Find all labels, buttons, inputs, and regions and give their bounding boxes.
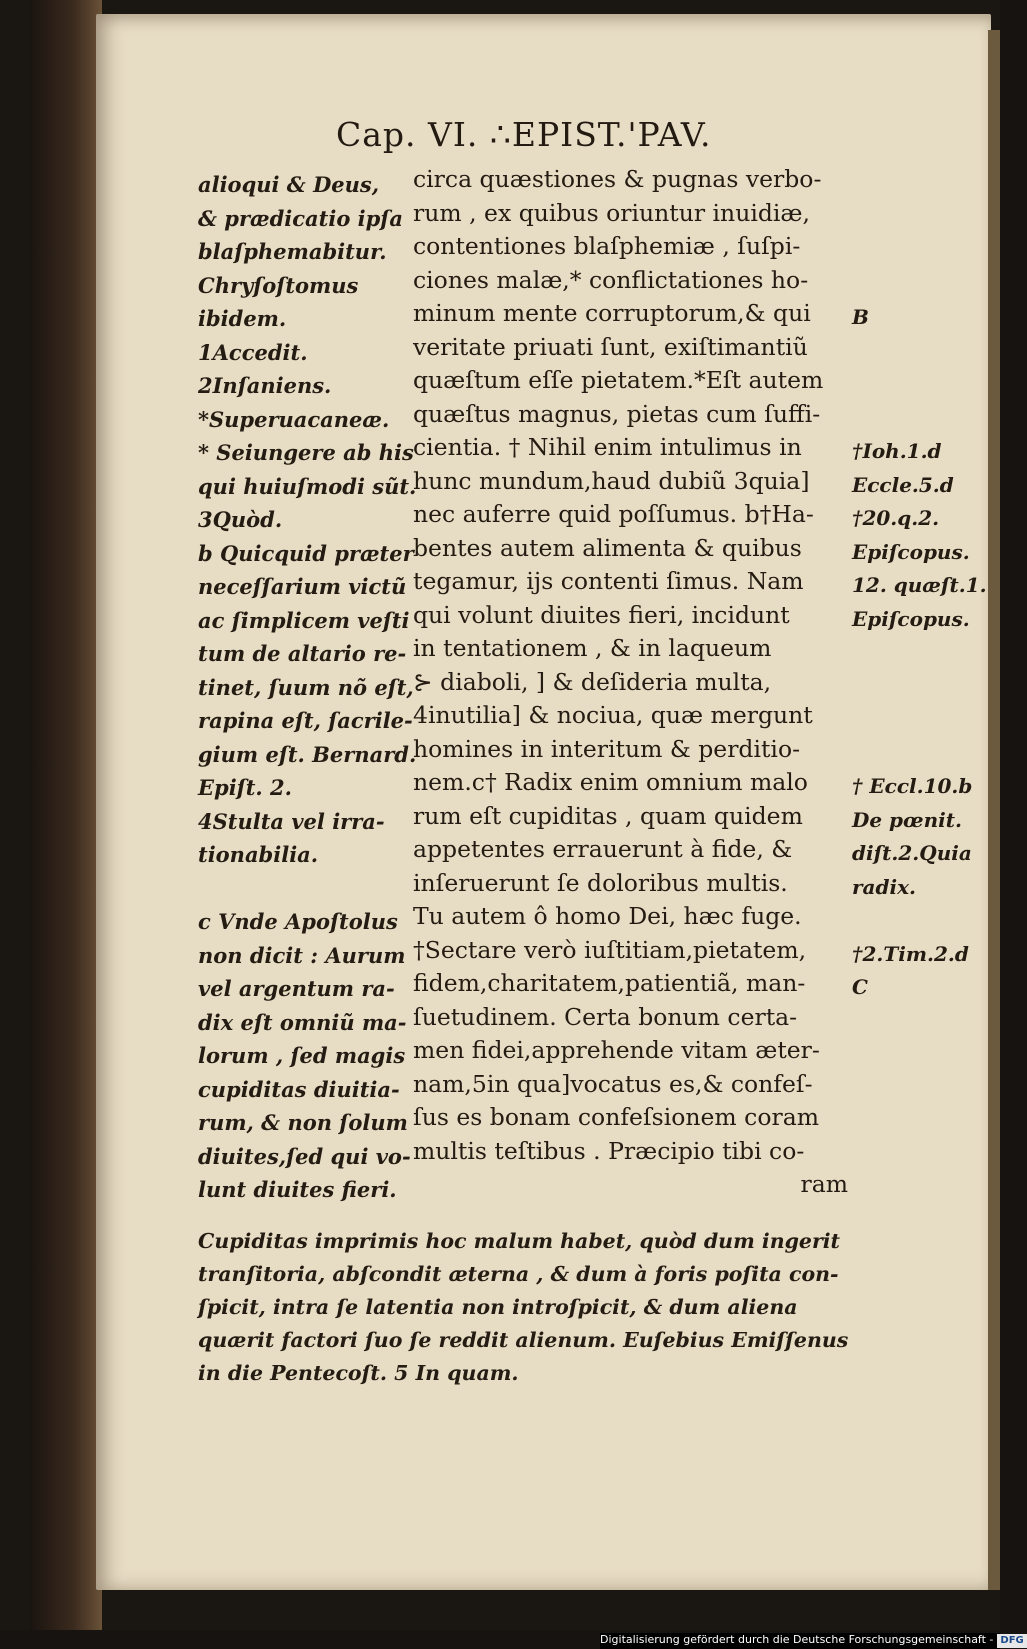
- text-line: circa quæstiones & pugnas verbo-: [413, 165, 822, 193]
- marginal-reference: De pœnit.: [852, 807, 962, 832]
- text-line: nam,5in qua]vocatus es,& confeſ-: [413, 1069, 813, 1098]
- marginal-reference: Epiſcopus.: [852, 606, 970, 631]
- text-line: appetentes errauerunt à fide, &: [413, 835, 793, 863]
- marginal-note-line: c Vnde Apoſtolus: [198, 909, 398, 934]
- marginal-note-line: b Quicquid præter: [198, 540, 414, 566]
- marginal-note-line: Epiſt. 2.: [198, 775, 292, 800]
- text-line: quæſtus magnus, pietas cum ſuffi-: [413, 399, 821, 428]
- text-line: homines in interitum & perditio-: [413, 734, 801, 763]
- marginal-reference: Epiſcopus.: [852, 539, 970, 564]
- marginal-note-line: blaſphemabitur.: [198, 239, 387, 264]
- text-line: ſus es bonam confeſsionem coram: [413, 1103, 819, 1131]
- bottom-commentary: [198, 1225, 858, 1390]
- text-line: tegamur, ijs contenti ſimus. Nam: [413, 567, 804, 595]
- marginal-note-line: cupiditas diuitia-: [198, 1076, 400, 1102]
- footer-credit-text: Digitalisierung gefördert durch die Deutsche Forschungsgemeinschaft -: [600, 1633, 994, 1646]
- marginal-note-line: 1Accedit.: [198, 339, 308, 365]
- dfg-logo: DFG: [997, 1634, 1026, 1648]
- marginal-note-line: tum de altario re-: [198, 641, 407, 666]
- text-line: in tentationem , & in laqueum: [413, 634, 772, 662]
- main-text-column: [413, 163, 848, 1202]
- marginal-note-line: neceſſarium victũ: [198, 574, 407, 599]
- text-line: quæſtum eſſe pietatem.*Eſt autem: [413, 366, 824, 394]
- text-line: †Sectare verò iuſtitiam,pietatem,: [413, 935, 807, 964]
- marginal-reference: †Ioh.1.d: [852, 439, 942, 463]
- left-marginal-notes: [198, 168, 417, 1207]
- commentary-line: quærit factori ſuo ſe reddit alienum. Euſebius Emiſſenus: [198, 1328, 849, 1352]
- marginal-note-line: ibidem.: [198, 306, 287, 331]
- marginal-note-line: Chryſoſtomus: [198, 272, 359, 298]
- book-binding-edge: [30, 0, 102, 1630]
- marginal-note-line: dix eſt omniũ ma-: [198, 1009, 407, 1035]
- text-line: hunc mundum,haud dubiũ 3quia]: [413, 466, 810, 495]
- marginal-note-line: 4Stulta vel irra-: [198, 808, 385, 834]
- text-line: ⊱ diaboli, ] & deſideria multa,: [413, 667, 772, 696]
- marginal-note-line: tinet, ſuum nõ eſt,: [198, 674, 414, 700]
- text-line: multis teſtibus . Præcipio tibi co-: [413, 1136, 805, 1165]
- marginal-note-line: * Seiungere ab his: [198, 440, 414, 465]
- marginal-reference: 12. quæſt.1.: [852, 573, 987, 597]
- marginal-reference: B: [852, 305, 869, 329]
- marginal-note-line: tionabilia.: [198, 842, 319, 867]
- marginal-note-line: rum, & non ſolum: [198, 1110, 408, 1135]
- text-line: ram: [800, 1170, 848, 1198]
- marginal-note-line: alioqui & Deus,: [198, 172, 380, 197]
- marginal-note-line: gium eſt. Bernard.: [198, 741, 417, 767]
- text-line: nec auferre quid poſſumus. b†Ha-: [413, 500, 814, 528]
- marginal-note-line: ac ſimplicem veſti: [198, 607, 410, 633]
- marginal-note-line: diuites,ſed qui vo-: [198, 1143, 411, 1169]
- text-line: rum eſt cupiditas , quam quidem: [413, 801, 803, 830]
- commentary-line: ſpicit, intra ſe latentia non introſpicit, & dum aliena: [198, 1295, 798, 1319]
- text-line: veritate priuati ſunt, exiſtimantiũ: [413, 332, 808, 361]
- text-line: qui volunt diuites fieri, incidunt: [413, 600, 790, 629]
- text-line: nem.c† Radix enim omnium malo: [413, 768, 808, 796]
- marginal-note-line: 3Quòd.: [198, 507, 283, 532]
- text-line: rum , ex quibus oriuntur inuidiæ,: [413, 198, 810, 227]
- marginal-note-line: 2Inſaniens.: [198, 373, 332, 398]
- marginal-reference: diſt.2.Quia: [852, 841, 972, 865]
- text-line: 4inutilia] & nociua, quæ mergunt: [413, 701, 813, 729]
- marginal-reference: †20.q.2.: [852, 506, 940, 530]
- text-line: ciones malæ,* conflictationes ho-: [413, 265, 809, 294]
- text-line: contentiones blaſphemiæ , ſuſpi-: [413, 232, 801, 260]
- running-header: Cap. VI. ∴EPIST.'PAV.: [336, 115, 712, 154]
- digitization-footer: [600, 1633, 1024, 1649]
- marginal-note-line: & prædicatio ipſa: [198, 205, 403, 231]
- commentary-line: in die Pentecoſt. 5 In quam.: [198, 1361, 519, 1385]
- marginal-note-line: non dicit : Aurum: [198, 942, 406, 968]
- text-line: men fidei,apprehende vitam æter-: [413, 1036, 820, 1064]
- text-line: bentes autem alimenta & quibus: [413, 533, 802, 562]
- text-line: ſuetudinem. Certa bonum certa-: [413, 1002, 798, 1031]
- marginal-note-line: qui huiuſmodi sũt.: [198, 473, 417, 499]
- marginal-note-line: rapina eſt, ſacrile-: [198, 708, 413, 733]
- text-line: fidem,charitatem,patientiã, man-: [413, 969, 806, 997]
- marginal-note-line: [198, 872, 408, 906]
- page-edge-right: [988, 30, 1000, 1590]
- marginal-note-line: lunt diuites fieri.: [198, 1177, 397, 1202]
- text-line: cientia. † Nihil enim intulimus in: [413, 433, 802, 461]
- text-line: Tu autem ô homo Dei, hæc fuge.: [413, 902, 802, 930]
- marginal-reference: †2.Tim.2.d: [852, 941, 969, 966]
- marginal-reference: radix.: [852, 874, 916, 899]
- commentary-line: Cupiditas imprimis hoc malum habet, quòd dum ingerit: [198, 1229, 841, 1253]
- marginal-reference: C: [852, 975, 868, 999]
- marginal-note-line: lorum , ſed magis: [198, 1043, 406, 1068]
- commentary-line: tranſitoria, abſcondit æterna , & dum à foris poſita con-: [198, 1262, 839, 1286]
- text-line: minum mente corruptorum,& qui: [413, 299, 811, 327]
- marginal-reference: Eccle.5.d: [852, 472, 954, 497]
- marginal-note-line: *Superuacaneæ.: [198, 406, 390, 432]
- text-line: inſeruerunt ſe doloribus multis.: [413, 868, 788, 897]
- marginal-note-line: vel argentum ra-: [198, 976, 395, 1001]
- marginal-reference: † Eccl.10.b: [852, 774, 973, 798]
